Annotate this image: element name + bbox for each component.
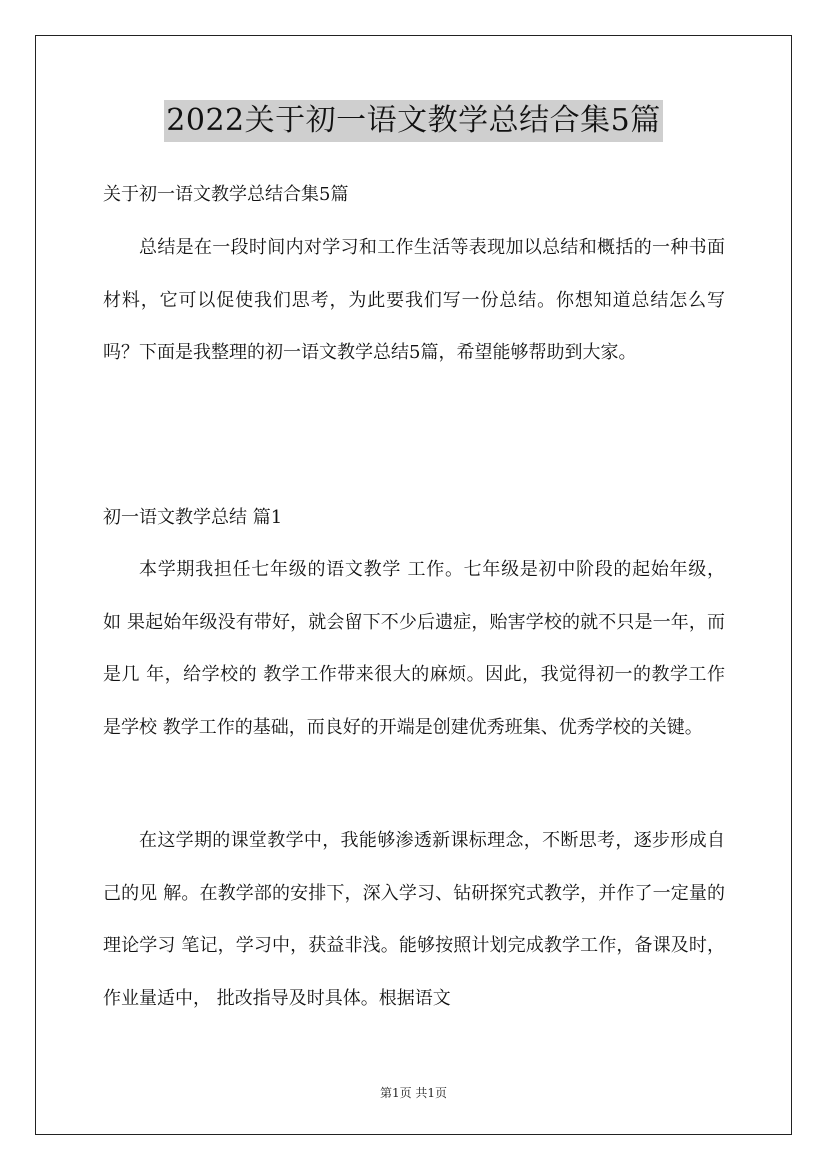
document-subtitle: 关于初一语文教学总结合集5篇: [103, 184, 349, 205]
intro-paragraph: 总结是在一段时间内对学习和工作生活等表现加以总结和概括的一种书面材料，它可以促使我们思考，为此要我们写一份总结。你想知道总结怎么写吗？下面是我整理的初一语文教学总结5篇，希望能够帮助到大家。: [103, 237, 725, 363]
title-container: [0, 100, 827, 142]
section-heading: 初一语文教学总结 篇1: [103, 507, 283, 528]
body-paragraph-1: 本学期我担任七年级的语文教学 工作。七年级是初中阶段的起始年级， 如 果起始年级没有带好，就会留下不少后遗症，贻害学校的就不只是一年，而是几 年，给学校的 教学工作带来很大的麻烦。因此，我觉得初一的教学工作是学校 教学工作的基础，而良好的开端是创建优秀班集、优秀学校的关键。: [103, 559, 725, 738]
document-title: 2022关于初一语文教学总结合集5篇: [164, 100, 662, 142]
body-paragraph-2: 在这学期的课堂教学中，我能够渗透新课标理念，不断思考，逐步形成自己的见 解。在教学部的安排下，深入学习、钻研探究式教学，并作了一定量的理论学习 笔记，学习中，获益非浅。能够按照计划完成教学工作，备课及时，作业量适中， 批改指导及时具体。根据语文: [103, 830, 725, 1009]
page-footer: 第1页 共1页: [379, 1086, 448, 1100]
